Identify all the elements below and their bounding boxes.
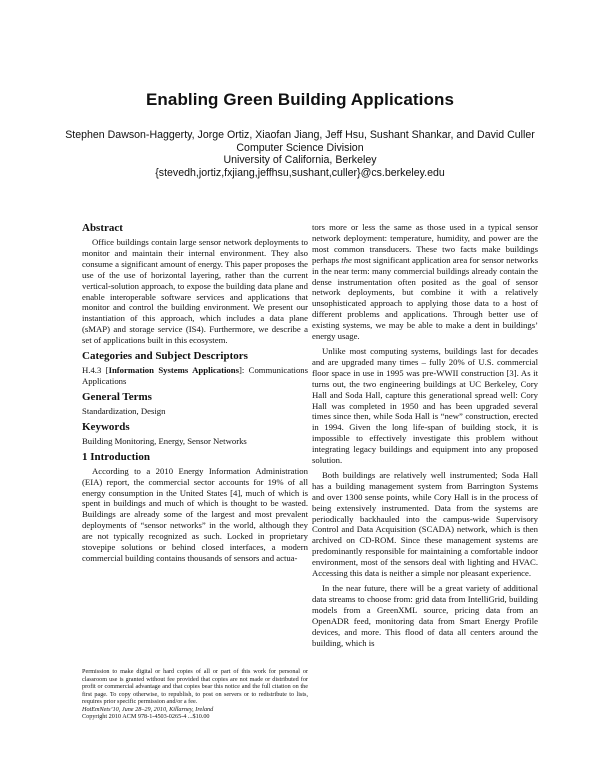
categories-code: H.4.3 [ — [82, 365, 109, 376]
general-terms-text: Standardization, Design — [82, 405, 166, 416]
author-names: Stephen Dawson-Haggerty, Jorge Ortiz, Xiaofan Jiang, Jeff Hsu, Sushant Shankar, and David Culler — [65, 129, 535, 141]
paper-title: Enabling Green Building Applications — [145, 90, 455, 109]
general-terms-heading: General Terms — [82, 390, 152, 403]
right-paragraph-4: In the near future, there will be a great variety of additional data streams to choose from: grid data from IntelliGrid, building models from a GreenXML source, pricing data from an OpenADR feed, monitoring data from Smart Energy Profile devices, and more. This flood of data all centers around the building, which is — [312, 583, 538, 648]
categories-text — [82, 365, 308, 387]
author-division: Computer Science Division — [236, 141, 364, 154]
permission-notice: Permission to make digital or hard copies of all or part of this work for personal or classroom use is granted without fee provided that copies are not made or distributed for profit or commercial advantage and that copies bear this notice and the full citation on the first page. To copy otherwise, to republish, to post on servers or to redistribute to lists, requires prior specific permission and/or a fee. — [82, 668, 308, 705]
introduction-heading: 1 Introduction — [82, 450, 150, 463]
venue-line: HotEmNets’10, June 28–29, 2010, Killarney, Ireland — [82, 705, 214, 713]
author-block — [0, 129, 600, 179]
keywords-text: Building Monitoring, Energy, Sensor Networks — [82, 435, 247, 446]
copyright-line: Copyright 2010 ACM 978-1-4503-0265-4 ...$10.00 — [82, 713, 210, 720]
categories-rest: ]: Communications Applications — [82, 365, 309, 386]
abstract-heading: Abstract — [82, 222, 123, 234]
author-university: University of California, Berkeley — [223, 154, 377, 167]
keywords-heading: Keywords — [82, 420, 130, 433]
categories-heading: Categories and Subject Descriptors — [82, 350, 248, 363]
right-column — [312, 222, 538, 648]
left-column — [82, 222, 308, 564]
categories-bold-term: Information Systems Applications — [108, 365, 239, 376]
author-emails: {stevedh,jortiz,fxjiang,jeffhsu,sushant,culler}@cs.berkeley.edu — [155, 166, 445, 179]
abstract-text: Office buildings contain large sensor network deployments to monitor and maintain their internal environment. They also consume a significant amount of energy. This paper proposes the use of the use of horizontal layering, rather than the current vertical-solution approach, to expose the building data plane and enable interoperable software services and applications that monitor and control the building environment. We present our instantiation of this approach, which includes a data plane (sMAP) and storage service (IS4). Furthermore, we describe a set of applications built in this ecosystem. — [82, 237, 308, 346]
right-paragraph-2: Unlike most computing systems, buildings last for decades and are upgraded many times – fully 20% of U.S. commercial floor space in use in 1995 was pre-WWII construction [3]. As it turns out, the two engineering buildings at UC Berkeley, Cory Hall and Soda Hall, capture this generational spread well: Cory Hall was completed in 1950 and has been upgraded several times since then, while Soda Hall is “new” construction, erected in 1994. Given the long life-span of building stock, it is impossible to effectively investigate this problem without integrating legacy buildings and equipment into any proposed solution. — [312, 345, 538, 466]
introduction-paragraph: According to a 2010 Energy Information Administration (EIA) report, the commercial sector accounts for 19% of all energy consumption in the United States [4], much of which is spent in buildings and much of which is thought to be wasted. Buildings are already some of the largest and most prevalent deployments of “sensor networks” in the world, although they are not typically recognized as such. Locked in proprietary stovepipe solutions or behind closed interfaces, a modern commercial building contains thousands of sensors and actua- — [82, 465, 308, 563]
right-p1-emphasis: the — [341, 254, 352, 265]
right-paragraph-3: Both buildings are relatively well instrumented; Soda Hall has a building management system from Barrington Systems and over 1300 sense points, while Cory Hall is in the process of being extensively instrumented. Data from the systems are periodically backhauled into the campus-wide Supervisory Control and Data Acquisition (SCADA) network, which is then archived on CD-ROM. Since these management systems are predominantly responsible for maintaining a comfortable indoor environment, most of the sensors deal with lighting and HVAC. Accessing this data is neither a simple nor pleasant experience. — [312, 469, 538, 579]
right-p1-part-a: tors more or less the same as those used in a typical sensor network deployment: temperature, humidity, and power are the most common transducers. These two facts make buildings perhaps — [312, 222, 538, 265]
right-paragraph-1 — [312, 222, 538, 342]
right-p1-part-b: most significant application area for sensor networks in the near term: many commercial buildings already contain the dense instrumentation often posited as the goal of sensor network deployments, but combine it with a relatively unsophisticated approach to applying those data to a host of different problems and applications. Through better use of existing systems, we may be able to make a dent in buildings’ energy usage. — [312, 254, 538, 342]
copyright-footnote — [82, 668, 308, 721]
